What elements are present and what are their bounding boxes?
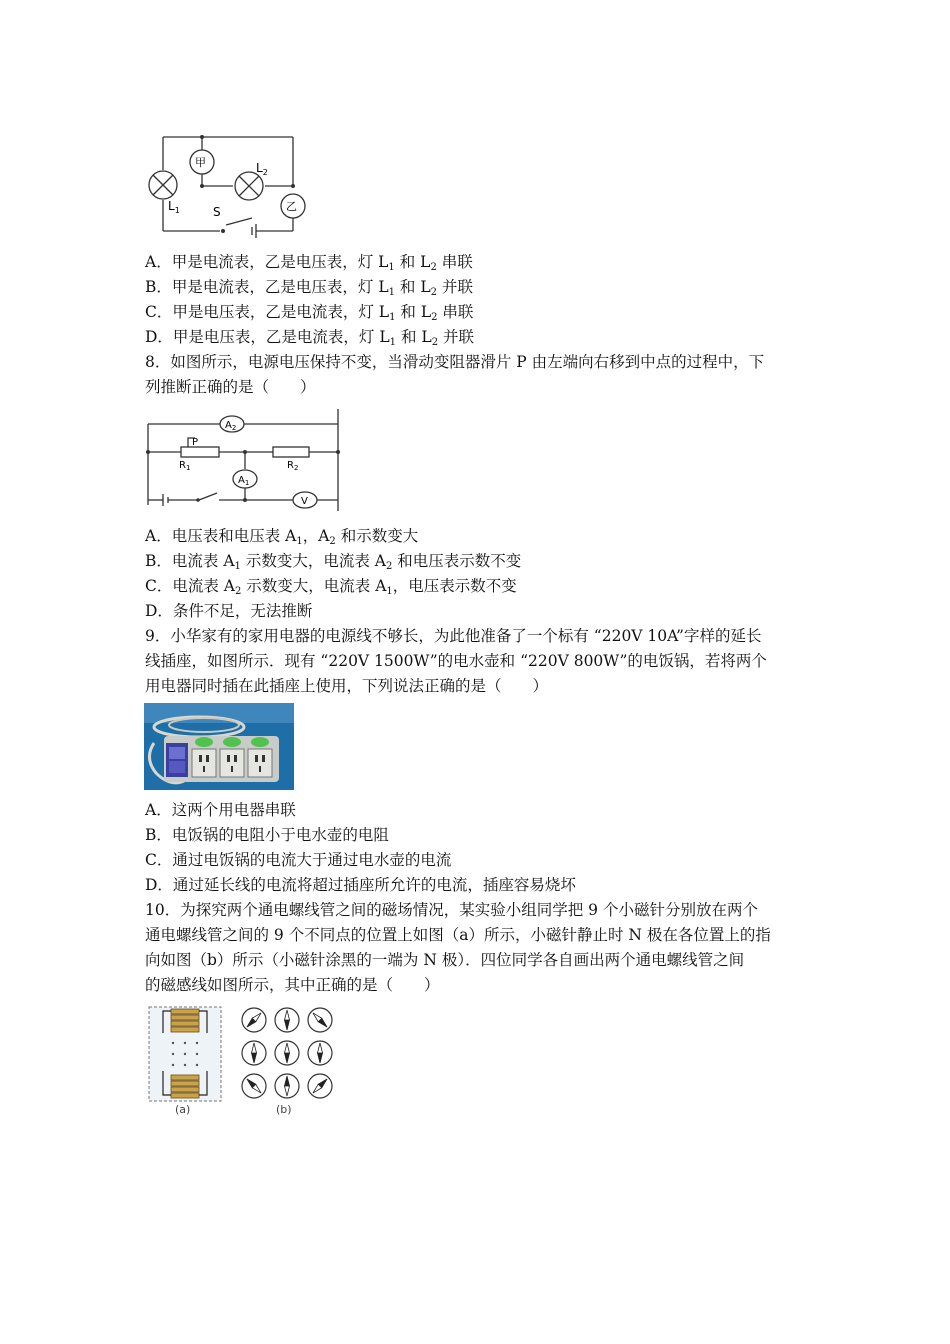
q7-meter-yi-label: 乙 [286, 200, 297, 213]
q9-power-strip-photo [144, 703, 294, 790]
q7-option-d: D．甲是电压表，乙是电流表，灯 $L_1$ 和 $L_2$ 并联 [145, 328, 474, 348]
q8-ammeter-a2-label: $A_2$ [225, 420, 237, 432]
q9-option-d: D．通过延长线的电流将超过插座所允许的电流，插座容易烧坏 [145, 876, 576, 894]
q8-option-c: C．电流表 $A_2$ 示数变大，电流表 $A_1$，电压表示数不变 [145, 577, 517, 597]
q7-ammeter-jia-label: 甲 [195, 156, 206, 169]
q10-stem-line-1: 10．为探究两个通电螺线管之间的磁场情况，某实验小组同学把 9 个小磁针分别放在两个 [145, 901, 758, 919]
q7-lamp-l2-label: $L_2$ [256, 161, 268, 177]
q8-voltmeter-label: V [301, 496, 308, 507]
q9-option-a: A．这两个用电器串联 [145, 801, 296, 819]
q10-stem-line-4: 的磁感线如图所示，其中正确的是（ ） [145, 976, 440, 994]
q7-lamp-l1-label: $L_1$ [168, 199, 180, 215]
q9-stem-line-1: 9．小华家有的家用电器的电源线不够长，为此他准备了一个标有 “220V 10A”字样的延长 [145, 627, 762, 645]
q8-stem-line-1: 8．如图所示，电源电压保持不变，当滑动变阻器滑片 P 由左端向右移到中点的过程中，下 [145, 353, 765, 371]
q7-option-c: C．甲是电压表，乙是电流表，灯 $L_1$ 和 $L_2$ 串联 [145, 303, 474, 323]
q9-option-c: C．通过电饭锅的电流大于通过电水壶的电流 [145, 851, 452, 869]
q8-stem-line-2: 列推断正确的是（ ） [145, 378, 316, 396]
q9-stem-line-2: 线插座，如图所示．现有 “220V 1500W”的电水壶和 “220V 800W”的电饭锅，若将两个 [145, 652, 767, 670]
q10-figure-a-solenoids [145, 1005, 227, 1117]
q8-option-b: B．电流表 $A_1$ 示数变大，电流表 $A_2$ 和电压表示数不变 [145, 552, 522, 572]
q9-option-b: B．电饭锅的电阻小于电水壶的电阻 [145, 826, 389, 844]
q8-resistor-r1-label: $R_1$ [179, 460, 191, 472]
q8-resistor-r2-label: $R_2$ [287, 460, 299, 472]
q8-ammeter-a1-label: $A_1$ [238, 475, 250, 487]
q9-stem-line-3: 用电器同时插在此插座上使用，下列说法正确的是（ ） [145, 677, 549, 695]
q10-stem-line-3: 向如图（b）所示（小磁针涂黑的一端为 N 极）．四位同学各自画出两个通电螺线管之间 [145, 951, 745, 969]
q10-figure-a-label: (a) [175, 1103, 191, 1116]
q10-figure-b-compass-grid [238, 1005, 338, 1117]
q8-option-d: D．条件不足，无法推断 [145, 602, 313, 620]
q8-circuit-diagram [143, 407, 343, 513]
q7-option-b: B．甲是电流表，乙是电压表，灯 $L_1$ 和 $L_2$ 并联 [145, 278, 473, 298]
q7-option-a: A．甲是电流表，乙是电压表，灯 $L_1$ 和 $L_2$ 串联 [145, 253, 473, 273]
q8-option-a: A．电压表和电压表 $A_1$，$A_2$ 和示数变大 [145, 527, 419, 547]
q10-figure-b-label: (b) [276, 1103, 292, 1116]
q7-circuit-diagram [140, 128, 310, 246]
q8-slider-p-label: P [192, 437, 199, 448]
q10-stem-line-2: 通电螺线管之间的 9 个不同点的位置上如图（a）所示，小磁针静止时 N 极在各位置上的指 [145, 926, 771, 944]
q7-switch-label: S [213, 205, 221, 219]
